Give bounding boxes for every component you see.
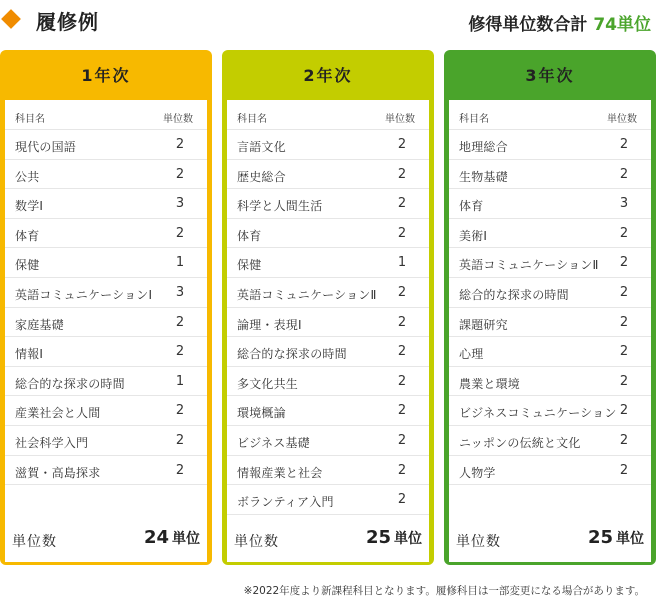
total-credits-value: 74単位 [593, 15, 651, 35]
course-name: 保健 [15, 258, 40, 273]
course-units: 2 [397, 137, 407, 152]
course-units: 2 [619, 403, 629, 419]
course-name: 保健 [237, 258, 262, 273]
course-name: 情報産業と社会 [237, 465, 323, 480]
course-name: 家庭基礎 [15, 317, 64, 332]
course-name: 総合的な探求の時間 [15, 376, 125, 391]
course-row [227, 485, 429, 515]
course-name: 滋賀・高島探求 [15, 465, 101, 480]
course-units: 2 [175, 344, 185, 360]
year-card [444, 50, 656, 565]
course-table-header [449, 100, 651, 130]
course-row [449, 278, 651, 308]
course-row [449, 189, 651, 219]
course-row [5, 308, 207, 338]
course-table-header [5, 100, 207, 130]
course-name: 地理総合 [459, 140, 508, 154]
course-row [227, 278, 429, 308]
course-units: 2 [175, 225, 185, 241]
course-name: ビジネスコミュニケーション [459, 406, 617, 421]
year-card-title: 3年次 [525, 66, 575, 85]
course-name: 現代の国語 [15, 140, 77, 154]
course-units: 3 [175, 285, 185, 300]
course-units: 3 [619, 196, 629, 212]
course-units: 1 [397, 255, 407, 271]
course-table [449, 100, 651, 562]
course-table [5, 100, 207, 562]
course-units: 2 [397, 403, 407, 419]
course-row [449, 367, 651, 397]
course-name: ビジネス基礎 [237, 436, 310, 450]
course-units: 2 [397, 433, 407, 448]
course-row [5, 189, 207, 219]
course-row [227, 248, 429, 278]
subtotal-number: 25 [365, 527, 391, 548]
course-row [227, 337, 429, 367]
footnote: ※2022年度より新課程科目となります。履修科目は一部変更になる場合があります。 [243, 585, 645, 597]
course-units: 2 [175, 166, 185, 182]
subtotal-label: 単位数 [12, 534, 57, 550]
course-row [227, 189, 429, 219]
course-row [227, 308, 429, 338]
course-units: 2 [619, 225, 629, 241]
course-units: 3 [175, 196, 185, 212]
diamond-icon [1, 9, 21, 29]
column-header-name: 科目名 [237, 114, 267, 125]
course-name: 環境概論 [237, 406, 286, 421]
course-table-header [227, 100, 429, 130]
course-row [5, 278, 207, 308]
course-row [449, 219, 651, 249]
course-units: 1 [175, 255, 185, 271]
course-row [5, 456, 207, 486]
course-name: 生物基礎 [459, 169, 508, 184]
subtotal-unit: 単位 [172, 531, 200, 547]
column-header-units: 単位数 [607, 114, 637, 125]
course-units: 2 [175, 137, 185, 152]
course-row [227, 367, 429, 397]
course-units: 2 [619, 373, 629, 389]
course-name: 体育 [237, 228, 262, 243]
course-name: 社会科学入門 [15, 436, 89, 450]
course-name: 英語コミュニケーションⅠ [15, 288, 153, 302]
course-units: 1 [175, 373, 185, 389]
subtotal-number: 25 [587, 527, 613, 548]
year-card [0, 50, 212, 565]
course-row [5, 396, 207, 426]
course-row [227, 426, 429, 456]
column-header-name: 科目名 [459, 114, 489, 125]
course-row [449, 160, 651, 190]
year-card [222, 50, 434, 565]
course-units: 2 [397, 196, 407, 212]
year-card-title: 2年次 [303, 66, 353, 85]
course-row [449, 130, 651, 160]
total-credits [468, 10, 651, 35]
page-title: 履修例 [36, 10, 99, 34]
subtotal-value [588, 527, 644, 548]
course-units: 2 [619, 344, 629, 360]
subtotal-number: 24 [143, 527, 169, 548]
year-card-footer [0, 515, 212, 565]
subtotal-label: 単位数 [456, 534, 501, 550]
course-name: 人物学 [459, 465, 496, 480]
year-card-footer [444, 515, 656, 565]
course-units: 2 [175, 314, 185, 330]
course-row [449, 426, 651, 456]
course-row [227, 219, 429, 249]
course-units: 2 [619, 314, 629, 330]
total-credits-label: 修得単位数合計 [468, 15, 588, 35]
subtotal-label: 単位数 [234, 534, 279, 550]
course-units: 2 [619, 462, 629, 478]
course-name: 産業社会と人間 [15, 406, 101, 421]
course-name: 歴史総合 [237, 169, 286, 184]
column-header-name: 科目名 [15, 114, 45, 125]
course-row [5, 367, 207, 397]
course-units: 2 [397, 166, 407, 182]
course-name: 情報Ⅰ [15, 347, 44, 362]
course-row [5, 160, 207, 190]
course-name: 農業と環境 [459, 376, 521, 391]
course-units: 2 [397, 462, 407, 478]
course-name: 体育 [459, 199, 484, 214]
course-units: 2 [619, 166, 629, 182]
course-row [5, 219, 207, 249]
course-units: 2 [397, 285, 407, 300]
course-name: 総合的な探求の時間 [237, 347, 347, 362]
course-name: 多文化共生 [237, 376, 299, 391]
subtotal-value [144, 527, 200, 548]
course-row [449, 337, 651, 367]
course-units: 2 [619, 285, 629, 300]
course-name: 科学と人間生活 [237, 199, 323, 214]
subtotal-unit: 単位 [394, 531, 422, 547]
course-name: 美術Ⅰ [459, 228, 488, 243]
course-name: ボランティア入門 [237, 495, 334, 510]
course-row [5, 426, 207, 456]
course-row [449, 456, 651, 486]
course-row [227, 160, 429, 190]
course-name: 英語コミュニケーションⅡ [237, 288, 377, 302]
course-row [5, 248, 207, 278]
course-row [5, 130, 207, 160]
course-row [449, 248, 651, 278]
course-units: 2 [175, 433, 185, 448]
course-row [449, 396, 651, 426]
course-name: 英語コミュニケーションⅡ [459, 258, 599, 273]
course-units: 2 [397, 344, 407, 360]
course-row [227, 456, 429, 486]
course-name: 体育 [15, 228, 40, 243]
year-card-footer [222, 515, 434, 565]
course-units: 2 [619, 137, 629, 152]
course-units: 2 [619, 433, 629, 448]
course-name: 数学Ⅰ [15, 199, 44, 214]
course-name: 論理・表現Ⅰ [237, 317, 302, 332]
column-header-units: 単位数 [385, 114, 415, 125]
course-units: 2 [175, 462, 185, 478]
course-name: 課題研究 [459, 317, 508, 332]
year-card-title: 1年次 [81, 66, 131, 85]
course-table [227, 100, 429, 562]
course-units: 2 [175, 403, 185, 419]
course-units: 2 [397, 225, 407, 241]
course-units: 2 [397, 492, 407, 508]
course-name: 総合的な探求の時間 [459, 288, 569, 302]
course-name: 言語文化 [237, 140, 286, 154]
subtotal-value [366, 527, 422, 548]
column-header-units: 単位数 [163, 114, 193, 125]
course-row [449, 308, 651, 338]
course-row [227, 130, 429, 160]
course-name: 公共 [15, 169, 40, 184]
course-units: 2 [397, 314, 407, 330]
course-name: 心理 [459, 347, 484, 362]
course-name: ニッポンの伝統と文化 [459, 436, 581, 450]
course-row [5, 337, 207, 367]
page-header [0, 0, 657, 44]
course-row [227, 396, 429, 426]
subtotal-unit: 単位 [616, 531, 644, 547]
course-units: 2 [397, 373, 407, 389]
course-units: 2 [619, 255, 629, 271]
